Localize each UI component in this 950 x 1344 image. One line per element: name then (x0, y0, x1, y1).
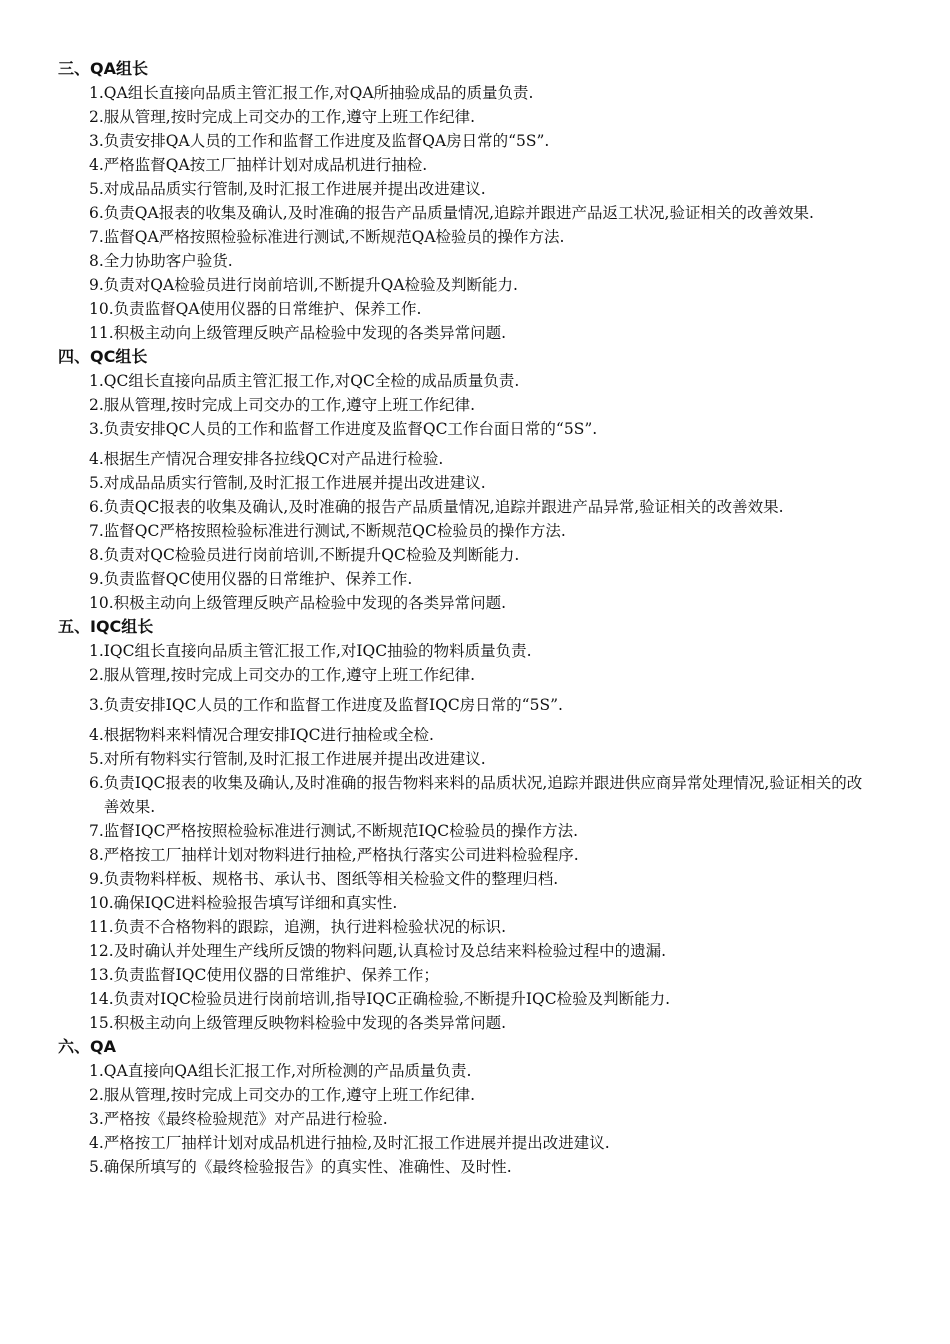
list-item: 13. 负责监督IQC使用仪器的日常维护、保养工作； (89, 966, 439, 984)
list-item: 6. 负责IQC报表的收集及确认,及时准确的报告物料来料的品质状况,追踪并跟进供应商异常处理情况,验证相关的改善效果. (89, 774, 863, 816)
list-item: 10. 确保IQC进料检验报告填写详细和真实性. (89, 894, 398, 912)
list-item: 3. 严格按《最终检验规范》对产品进行检验. (89, 1110, 388, 1128)
list-item: 4. 根据物料来料情况合理安排IQC进行抽检或全检. (89, 726, 434, 744)
list-item: 10. 负责监督QA使用仪器的日常维护、保养工作. (89, 300, 422, 318)
section-heading: 五、IQC组长 (58, 617, 154, 636)
list-item: 3. 负责安排QA人员的工作和监督工作进度及监督QA房日常的“5S”. (89, 132, 550, 150)
list-item: 4. 严格监督QA按工厂抽样计划对成品机进行抽检. (89, 156, 428, 174)
list-item: 2. 服从管理,按时完成上司交办的工作,遵守上班工作纪律. (89, 666, 476, 684)
list-item: 2. 服从管理,按时完成上司交办的工作,遵守上班工作纪律. (89, 396, 476, 414)
list-item: 5. 对成品品质实行管制,及时汇报工作进展并提出改进建议. (89, 180, 486, 198)
section-heading: 六、QA (58, 1037, 116, 1056)
list-item: 1. QA直接向QA组长汇报工作,对所检测的产品质量负责. (89, 1062, 472, 1080)
list-item: 3. 负责安排IQC人员的工作和监督工作进度及监督IQC房日常的“5S”. (89, 696, 563, 714)
list-item: 5. 对成品品质实行管制,及时汇报工作进展并提出改进建议. (89, 474, 486, 492)
list-item: 12. 及时确认并处理生产线所反馈的物料问题,认真检讨及总结来料检验过程中的遗漏. (89, 942, 667, 960)
list-item: 7. 监督QA严格按照检验标准进行测试,不断规范QA检验员的操作方法. (89, 228, 565, 246)
list-item: 9. 负责物料样板、规格书、承认书、图纸等相关检验文件的整理归档. (89, 870, 559, 888)
list-item: 9. 负责监督QC使用仪器的日常维护、保养工作. (89, 570, 413, 588)
list-item: 4. 严格按工厂抽样计划对成品机进行抽检,及时汇报工作进展并提出改进建议. (89, 1134, 610, 1152)
section-qa (0, 1035, 950, 1179)
list-item: 5. 确保所填写的《最终检验报告》的真实性、准确性、及时性. (89, 1158, 512, 1176)
section-qa-leader (0, 57, 950, 345)
list-item: 10. 积极主动向上级管理反映产品检验中发现的各类异常问题. (89, 594, 507, 612)
list-item: 7. 监督QC严格按照检验标准进行测试,不断规范QC检验员的操作方法. (89, 522, 566, 540)
list-item: 1. QC组长直接向品质主管汇报工作,对QC全检的成品质量负责. (89, 372, 520, 390)
section-heading: 四、QC组长 (58, 347, 148, 366)
section-iqc-leader (0, 615, 950, 1035)
section-qc-leader (0, 345, 950, 615)
list-item: 1. IQC组长直接向品质主管汇报工作,对IQC抽验的物料质量负责. (89, 642, 532, 660)
list-item: 6. 负责QC报表的收集及确认,及时准确的报告产品质量情况,追踪并跟进产品异常,验证相关的改善效果. (89, 498, 784, 516)
list-item: 7. 监督IQC严格按照检验标准进行测试,不断规范IQC检验员的操作方法. (89, 822, 579, 840)
list-item: 15. 积极主动向上级管理反映物料检验中发现的各类异常问题. (89, 1014, 507, 1032)
list-item: 3. 负责安排QC人员的工作和监督工作进度及监督QC工作台面日常的“5S”. (89, 420, 598, 438)
list-item: 8. 严格按工厂抽样计划对物料进行抽检,严格执行落实公司进料检验程序. (89, 846, 579, 864)
list-item: 8. 全力协助客户验货. (89, 252, 233, 270)
list-item: 2. 服从管理,按时完成上司交办的工作,遵守上班工作纪律. (89, 108, 476, 126)
list-item: 1. QA组长直接向品质主管汇报工作,对QA所抽验成品的质量负责. (89, 84, 534, 102)
list-item: 4. 根据生产情况合理安排各拉线QC对产品进行检验. (89, 450, 444, 468)
top-margin (0, 0, 950, 57)
list-item: 9. 负责对QA检验员进行岗前培训,不断提升QA检验及判断能力. (89, 276, 518, 294)
list-item: 8. 负责对QC检验员进行岗前培训,不断提升QC检验及判断能力. (89, 546, 520, 564)
list-item: 11. 负责不合格物料的跟踪，追溯，执行进料检验状况的标识. (89, 918, 507, 936)
list-item: 5. 对所有物料实行管制,及时汇报工作进展并提出改进建议. (89, 750, 486, 768)
list-item: 6. 负责QA报表的收集及确认,及时准确的报告产品质量情况,追踪并跟进产品返工状况,验证相关的改善效果. (89, 204, 814, 222)
list-item: 14. 负责对IQC检验员进行岗前培训,指导IQC正确检验,不断提升IQC检验及判断能力. (89, 990, 671, 1008)
section-heading: 三、QA组长 (58, 59, 148, 78)
list-item: 11. 积极主动向上级管理反映产品检验中发现的各类异常问题. (89, 324, 507, 342)
list-item: 2. 服从管理,按时完成上司交办的工作,遵守上班工作纪律. (89, 1086, 476, 1104)
